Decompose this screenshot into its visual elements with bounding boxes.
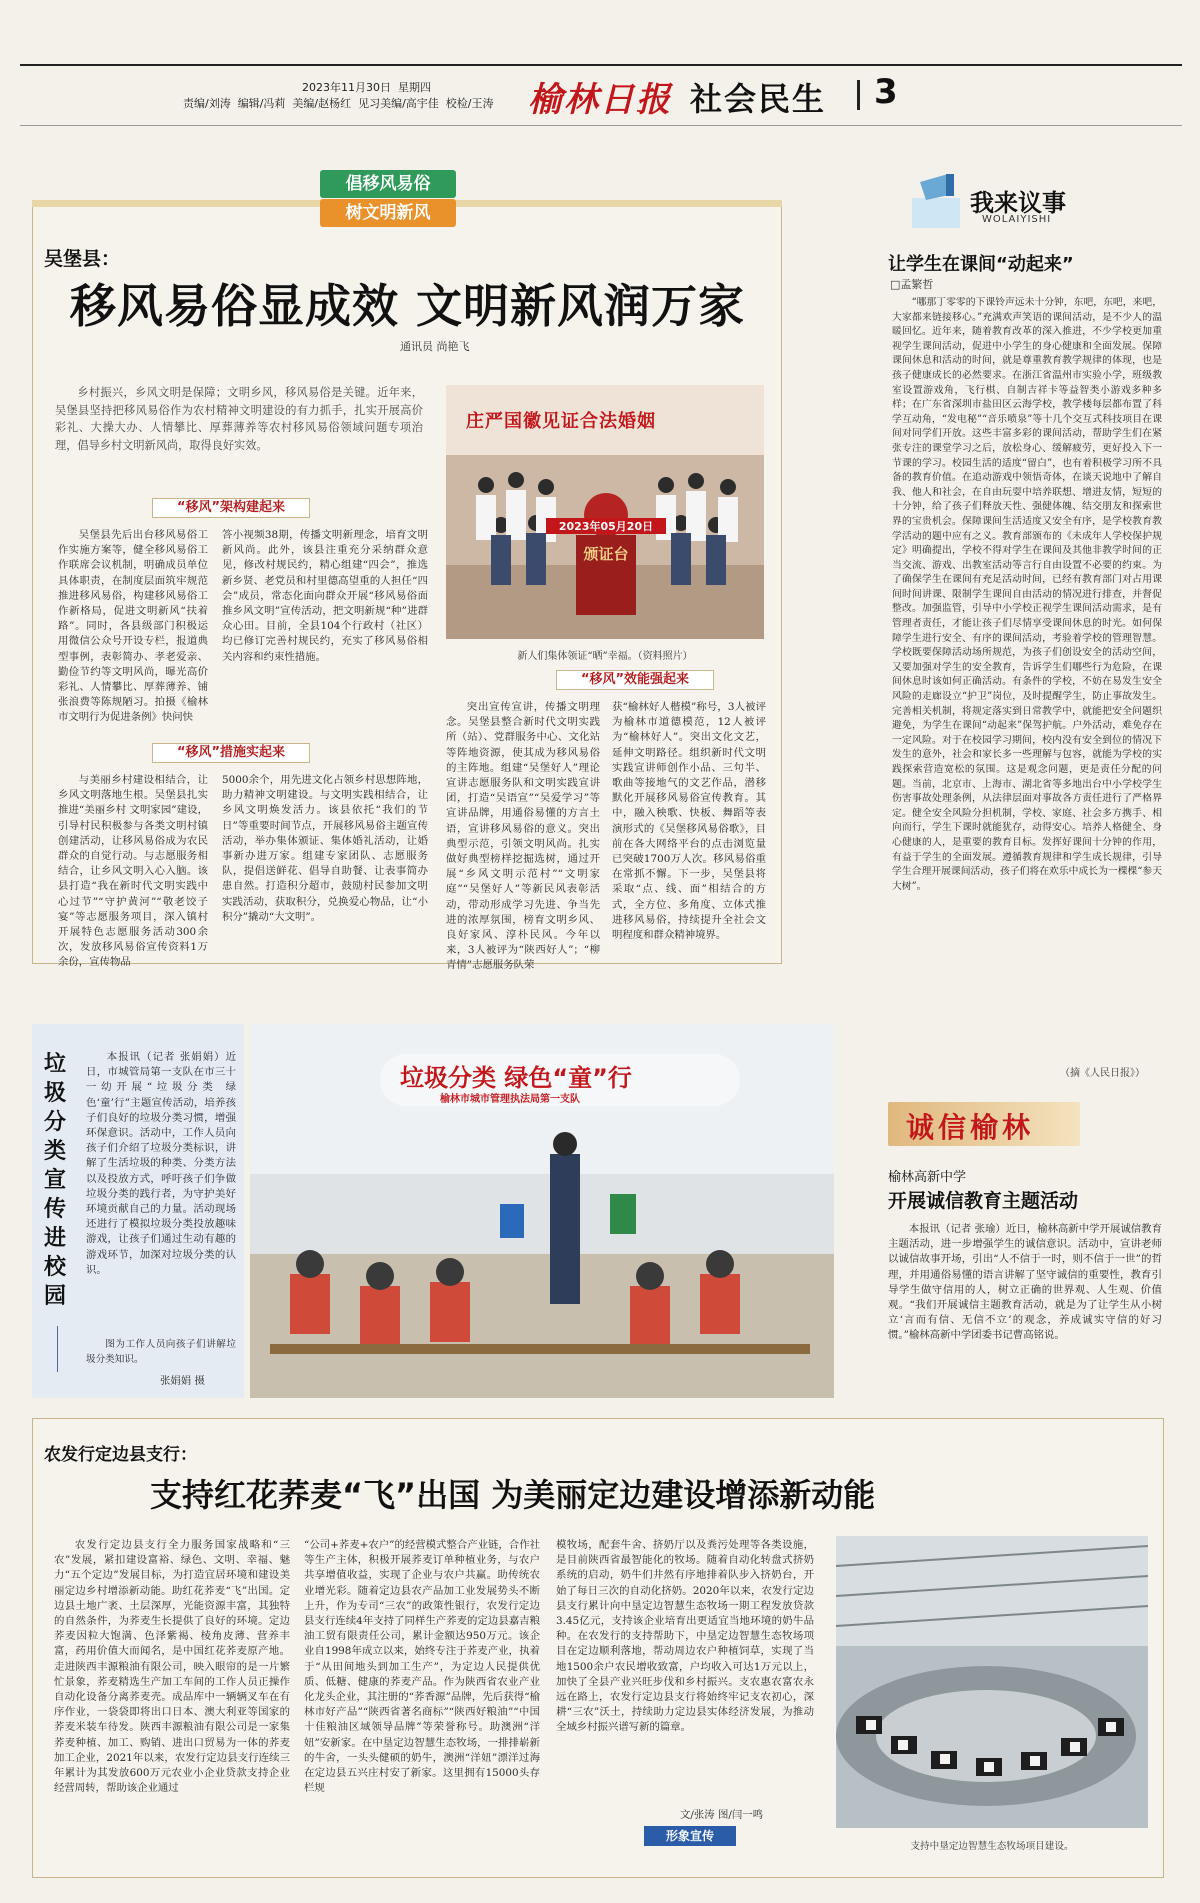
photo-banner-text: 庄严国徽见证合法婚姻	[466, 411, 656, 432]
main-lead: 乡村振兴，乡风文明是保障；文明乡风，移风易俗是关键。近年来，吴堡县坚持把移风易俗作为农村精神文明建设的有力抓手，扎实开展高价彩礼、大操大办、人情攀比、厚葬薄养等农村移风易俗领域问题专项治理，倡导乡村文明新风尚，取得良好实效。	[55, 386, 423, 452]
subheading-architecture: “移风”架构建起来	[152, 498, 310, 518]
header-rule-top	[20, 64, 1182, 66]
dairy-farm-photo	[836, 1536, 1148, 1828]
header-separator	[857, 80, 860, 110]
integrity-kicker: 榆林高新中学	[888, 1170, 967, 1185]
main-byline: 通讯员 尚艳飞	[400, 340, 470, 353]
integrity-body: 本报讯（记者 张瑜）近日，榆林高新中学开展诚信教育主题活动，进一步增强学生的诚信意识。活动中，宣讲老师以诚信故事开场，引出“人不信于一时，则不信于一世”的哲理，并用通俗易懂的语言讲解了坚守诚信的重要性，教育引导学生做守信用的人，树立正确的世界观、人生观、价值观。“我们开展诚信主题教育活动，就是为了让学生从小树立‘言而有信、无信不立’的观念，养成诚实守信的好习惯。”榆林高新中学团委书记曹高铭说。	[888, 1223, 1162, 1342]
opinion-source: （摘《人民日报》）	[1060, 1068, 1145, 1079]
banner-top: 倡移风易俗	[320, 170, 456, 198]
opinion-column-pinyin: WOLAIYISHI	[982, 214, 1052, 225]
author-box-icon: □	[890, 278, 901, 291]
opinion-column-name: 我来议事	[970, 189, 1066, 217]
garbage-banner-text: 垃圾分类 绿色“童”行	[400, 1064, 632, 1092]
bank-headline: 支持红花荞麦“飞”出国 为美丽定边建设增添新动能	[150, 1476, 876, 1514]
garbage-body: 本报讯（记者 张娟娟）近日，市城管局第一支队在市三十一幼开展“垃圾分类 绿色‘童’行”主题宣传活动，培养孩子们良好的垃圾分类习惯，增强环保意识。活动中，工作人员向孩子们介绍了垃圾分类标识，讲解了生活垃圾的种类、分类方法以及投放方式，呼吁孩子们争做垃圾分类的践行者，为守护美好环境贡献自己的力量。活动现场还进行了模拟垃圾分类投放趣味游戏，让孩子们通过生动有趣的游戏环节，加深对垃圾分类的认识。	[86, 1051, 236, 1276]
main-col1-p1: 吴堡县先后出台移风易俗工作实施方案等，健全移风易俗工作联席会议机制，明确成员单位具体职责，在制度层面筑牢规范推进移风易俗，构建移风易俗工作新格局，促进文明新风“扶着路”。同时，各县级部门积极运用微信公众号开设专栏，报道典型事例，表彰简办、孝老爱亲、勤俭节约等文明风尚，曝光高价彩礼、人情攀比、厚葬薄养、铺张浪费等陈规陋习。拍摄《榆林市文明行为促进条例》快问快	[58, 529, 208, 724]
banner-bottom: 树文明新风	[320, 199, 456, 227]
main-col1-p2: 与美丽乡村建设相结合，让乡风文明落地生根。吴堡县扎实推进“美丽乡村 文明家园”建设，引导村民积极参与各类文明村镇创建活动，让移风易俗成为农民群众的自觉行动。与志愿服务相结合，让乡风文明入心入脑。该县打造“我在新时代文明实践中心过节”“守护黄河”“敬老饺子宴”等志愿服务项目，深入镇村开展特色志愿服务活动300余次，发放移风易俗宣传资料1万余份，宣传物品	[58, 774, 208, 969]
main-kicker: 吴堡县：	[44, 248, 121, 270]
main-col2-p1: 答小视频38期，传播文明新理念，培育文明新风尚。此外，该县注重充分采纳群众意见，修改村规民约，精心组建“四会”，推选新乡贤、老党员和村里德高望重的人担任“四会”成员，常态化面向群众开展“移风易俗面推乡风文明”宣传活动，把文明新规“种”进群众心田。目前，全县104个行政村（社区）均已修订完善村规民约，充实了移风易俗相关内容和约束性措施。	[222, 529, 428, 663]
photo-stamp-text: 颁证台	[583, 545, 629, 563]
header-credits: 责编/刘涛 编辑/冯莉 美编/赵杨红 见习美编/高宇佳 校检/王涛	[183, 97, 494, 110]
garbage-vertical-title: 垃圾分类宣传进校园	[44, 1052, 67, 1309]
wedding-photo-caption: 新人们集体领证“晒”幸福。（资料照片）	[517, 651, 693, 662]
garbage-photo	[250, 1024, 834, 1398]
megaphone-icon	[908, 172, 968, 230]
opinion-headline: 让学生在课间“动起来”	[888, 254, 1074, 275]
dairy-farm-illustration	[836, 1536, 1148, 1828]
main-col3: 突出宣传宣讲，传播文明理念。吴堡县整合新时代文明实践所（站）、党群服务中心、文化站等阵地资源，使其成为移风易俗的主阵地。组建“吴堡好人”理论宣讲志愿服务队和文明实践宣讲团，打造“吴语宣”“吴爱学习”等宣讲品牌，用通俗易懂的方言土语，宣讲移风易俗的意义。突出典型示范，引领文明风尚。扎实做好典型榜样挖掘选树，通过开展“乡风文明示范村”“文明家庭”“吴堡好人”等新民风表彰活动，带动形成学习先进、争当先进的浓厚氛围，榜育文明乡风、良好家风、淳朴民风。今年以来，3人被评为“陕西好人”；“柳青情”志愿服务队荣	[446, 701, 600, 972]
bank-tag: 形象宣传	[644, 1826, 736, 1846]
subheading-effectiveness: “移风”效能强起来	[556, 670, 714, 690]
dairy-farm-caption: 支持中垦定边智慧生态牧场项目建设。	[910, 1841, 1074, 1852]
integrity-column-name: 诚信榆林	[906, 1111, 1035, 1144]
bank-byline: 文/张涛 图/闫一鸣	[680, 1809, 764, 1821]
wedding-photo	[446, 385, 764, 639]
header-weekday: 星期四	[398, 81, 431, 94]
garbage-caption: 图为工作人员向孩子们讲解垃圾分类知识。	[86, 1339, 236, 1365]
garbage-banner-sub: 榆林市城市管理执法局第一支队	[440, 1094, 580, 1105]
paper-name-logo: 榆林日报	[528, 80, 672, 120]
header-date-line	[302, 79, 431, 95]
garbage-photographer: 张娟娟 摄	[160, 1375, 205, 1387]
header-date: 2023年11月30日	[302, 81, 391, 94]
bank-kicker: 农发行定边县支行：	[44, 1445, 197, 1465]
section-name: 社会民生	[690, 80, 827, 118]
main-col4: 获“榆林好人楷模”称号，3人被评为榆林市道德模范，12人被评为“榆林好人”。突出文化文艺，延伸文明路径。组织新时代文明实践宣讲师创作小品、三句半、歌曲等接地气的文艺作品，潜移默化开展移风易俗宣传教育。其中，融入秧歌、快板、舞蹈等表演形式的《吴堡移风易俗歌》，目前在各大网络平台的点击浏览量已突破1700万人次。移风易俗重在常抓不懈。下一步，吴堡县将采取“点、线、面”相结合的方式，全方位、多角度、立体式推进移风易俗，持续提升全社会文明程度和群众精神境界。	[612, 701, 766, 942]
bank-col3: 模牧场，配套牛舍、挤奶厅以及粪污处理等各类设施，是目前陕西省最智能化的牧场。随着自动化转盘式挤奶系统的启动，奶牛们井然有序地排着队步入挤奶台，开始了每日三次的自动化挤奶。2020年以来，农发行定边县支行累计向中垦定边智慧生态牧场一期工程发放贷款3.45亿元，支持该企业培育出更适宜当地环境的奶牛品种。在农发行的支持帮助下，中垦定边智慧生态牧场项目在定边顺利落地，帮动周边农户种植饲草，实现了当地1500余户农民增收致富，户均收入可达1万元以上，加快了全县产业兴旺步伐和乡村振兴。支农惠农富农永远在路上，农发行定边县支行将始终牢记支农初心，深耕“三农”沃土，持续助力定边县实体经济发展，为推动全域乡村振兴谱写新的篇章。	[556, 1539, 814, 1734]
bank-col2: “公司+荞麦+农户”的经营模式整合产业链，合作社等生产主体，积极开展荞麦订单种植业务，与农户共享增值收益，实现了企业与农户共赢。助传统农业增光彩。随着定边县农产品加工业发展势头不断上升，作为专司“三农”的政策性银行，农发行定边县支行连续4年支持了同样生产荞麦的定边县嘉吉粮油工贸有限责任公司，累计金额达950万元。该企业自1998年成立以来，始终专注于荞麦产业，执着于“从田间地头到加工生产”，为定边人民提供优质、低糖、健康的荞麦产品。作为陕西省农业产业化龙头企业，其注册的“荞香源”品牌，先后获得“榆林市好产品”“陕西省著名商标”“陕西好粮油”“中国十佳粮油区域领导品牌”等荣誉称号。助澳洲“洋妞”安新家。在中垦定边智慧生态牧场，一排排崭新的牛舍，一头头健硕的奶牛，澳洲“洋妞”漂洋过海在定边县五兴庄村安了新家。这里拥有15000头存栏规	[304, 1539, 540, 1795]
garbage-title-rule	[57, 1326, 58, 1372]
subheading-measures: “移风”措施实起来	[152, 743, 310, 763]
opinion-author-line	[890, 276, 933, 292]
main-headline: 移风易俗显成效 文明新风润万家	[70, 279, 746, 333]
bank-col1: 农发行定边县支行全力服务国家战略和“三农”发展，紧扣建设富裕、绿色、文明、幸福、魅力“五个定边”发展目标，为打造宜居环境和建设美丽定边乡村增添新动能。助红花荞麦“飞”出国。定边县土地广袤、土层深厚，光能资源丰富，其独特的自然条件，为荞麦生长提供了良好的环境。定边荞麦因粒大饱满、色泽紫褐、棱角皮薄、营养丰富，药用价值大而闻名，是中国红花荞麦原产地。走进陕西丰源粮油有限公司，映入眼帘的是一片繁忙景象，荞麦精选生产加工车间的工作人员正操作自动化设备分离荞麦壳。成品库中一辆辆叉车在有序作业，一袋袋即将出口日本、澳大利亚等国家的荞麦米装车待发。陕西丰源粮油有限公司是一家集荞麦种植、加工、购销、进出口贸易为一体的荞麦加工企业，2021年以来，农发行定边县支行连续三年累计为其发放600万元农业小企业贷款支持企业经营周转，帮助该企业通过	[54, 1539, 290, 1795]
photo-date-sign: 2023年05月20日	[546, 518, 666, 534]
integrity-headline: 开展诚信教育主题活动	[888, 1190, 1079, 1212]
header-rule-bottom	[20, 125, 1182, 126]
page-number: 3	[874, 72, 898, 112]
main-col2-p2: 5000余个，用先进文化占领乡村思想阵地，助力精神文明建设。与文明实践相结合，让乡风文明焕发活力。该县依托“我们的节日”等重要时间节点，开展移风易俗主题宣传活动，举办集体颁证、集体婚礼活动，让婚事新办进万家。组建专家团队、志愿服务队，提倡送鲜花、倡导自助餐、让表事简办患自然。打造积分超市，鼓励村民参加文明实践活动，获取积分，兑换爱心物品，让“小积分”撬动“大文明”。	[222, 774, 428, 923]
opinion-body: “哪那丁零零的下课铃声远未十分钟，东吧，东吧，来吧，大家都来链接移心。”充满欢声笑语的课间活动，是不少人的温暖回忆。近年来，随着教育改革的深入推进，不少学校更加重视学生课间活动，促进中小学生的身心健康和全面发展。保障课间休息和活动的时间，就是尊重教育教学规律的体现，也是孩子健康成长的必然要求。在浙江省温州市实验小学，班级教室设置游戏角，飞行棋、自制吉祥卡等益智类小游戏多种多样；在广东省深圳市盐田区云海学校，教学楼每层都布置了科学互动角，“发电秘”“音乐喷泉”等十几个交互式科技项目在课间对同学们开放。这些丰富多彩的课间活动，帮助学生们在紧张专注的课堂学习之后，放松身心、缓解疲劳，更好投入下一节课的学习。校园生活的适度“留白”，也有着积极学习所不具备的教育价值。在追动游戏中领悟奇体，在谈天说地中了解自我、他人和社会，在自由玩耍中培养联想、增进友情，短短的十分钟，给了孩子们释放天性、强健体魄、结交朋友和探索世界的宝贵机会。保障课间生活适度又安全有序，是学校教育教学活动的题中应有之义。教育部颁布的《未成年人学校保护规定》明确提出，学校不得对学生在课间及其他非教学时间的正当交流、游戏、出教室活动等言行自由设置不必要的约束。为了确保学生在课间有充足活动时间，已经有教育部门对占用课间时间讲课、限制学生课间自由活动的情况进行排查，并督促整改。加强监管，引导中小学校正视学生课间活动需求，是有管理者责任，才能让孩子们尽情享受课间休息的时光。如何保障学生进行安全、有序的课间活动，考验着学校的管理智慧。学校既要保障活动场所规范，为孩子们创设安全的活动空间，又要加强对学生的安全教育，告诉学生们哪些行为危险，在课间休息时该如何正确活动。有条件的学校，不妨在易发生安全风险的走廊设立“护卫”岗位，及时提醒学生，防止事故发生。完善相关机制，将规定落实到日常教学中，就能把安全问题织避免，为学生在课间“动起来”保驾护航。户外活动，难免存在一定风险。对于在校园学习期间，校内没有安全到位的情况下发生的意外，社会和家长多一些理解与包容，就能为学校的实践探索营造宽松的氛围。这是观念问题，更是责任分配的问题。当前，北京市、上海市、湖北省等多地出台中小学校学生伤害事故处理条例，从法律层面对事故各方责任进行了严格界定。健全安全风险分担机制，学校、家庭、社会多方携手、相向而行，学生下课时就能犹存，动得安心。培养人格健全、身心健康的人，是重要的教育目标。发挥好课间十分钟的作用，有益于学生的全面发展。遵循教育规律和学生成长规律，引导学生合理开展课间活动，孩子们将在欢乐中成长为一棵棵“参天大树”。	[892, 297, 1162, 892]
opinion-author: 孟繁哲	[900, 278, 934, 291]
